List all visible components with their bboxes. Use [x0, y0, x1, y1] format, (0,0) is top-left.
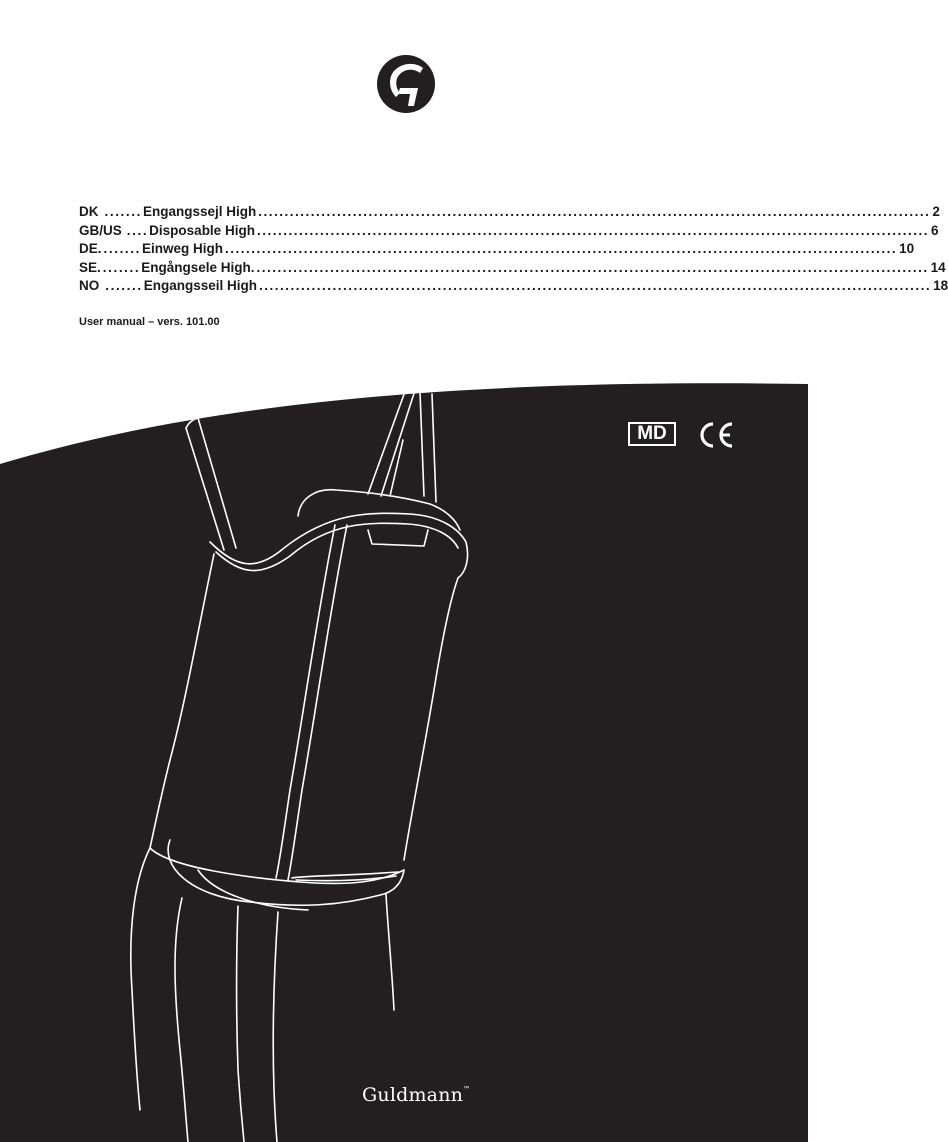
trademark-symbol: ™	[463, 1086, 470, 1092]
toc-dot-leader: ................................................................................................................................	[258, 204, 931, 219]
toc-language-code: DK	[79, 204, 99, 219]
toc-page-number: 2	[932, 204, 940, 219]
guldmann-logo-icon	[376, 54, 436, 114]
toc-leader: .......	[105, 278, 143, 293]
toc-row[interactable]	[79, 259, 946, 279]
toc-language-code: SE.	[79, 259, 101, 275]
medical-device-mark: MD	[628, 422, 676, 446]
toc-row[interactable]	[79, 222, 939, 242]
toc-page-number: 14	[930, 259, 946, 275]
toc-leader: ....	[126, 222, 149, 238]
toc-row[interactable]	[79, 241, 915, 260]
table-of-contents	[79, 204, 948, 297]
toc-page-number: 10	[899, 241, 915, 256]
toc-page-number: 6	[931, 222, 939, 238]
cover-background	[0, 383, 808, 1142]
manual-version: User manual – vers. 101.00	[79, 316, 220, 328]
toc-title: Engangssejl High	[142, 204, 257, 219]
toc-row[interactable]	[79, 204, 940, 223]
toc-title: Engangsseil High	[143, 278, 257, 293]
brand-name: Guldmann	[362, 1084, 464, 1106]
toc-language-code: DE.	[79, 241, 102, 256]
toc-row[interactable]	[79, 278, 948, 297]
toc-dot-leader: ................................................................................................................................	[259, 278, 932, 293]
toc-dot-leader: ................................................................................................................................	[224, 241, 898, 256]
toc-leader: .......	[103, 241, 141, 256]
toc-leader: .......	[102, 259, 141, 275]
toc-title: Engångsele High.	[141, 259, 255, 275]
toc-dot-leader: ................................................................................................................................	[256, 222, 930, 238]
toc-language-code: NO	[79, 278, 100, 293]
ce-mark-icon	[696, 420, 736, 450]
toc-language-code: GB/US	[79, 222, 122, 238]
toc-title: Einweg High	[141, 241, 223, 256]
cover-illustration	[0, 370, 808, 1142]
toc-page-number: 18	[933, 278, 948, 293]
toc-dot-leader: ................................................................................................................................	[256, 259, 929, 275]
toc-leader: .......	[104, 204, 142, 219]
toc-title: Disposable High	[149, 222, 255, 238]
brand-wordmark	[362, 1084, 469, 1106]
